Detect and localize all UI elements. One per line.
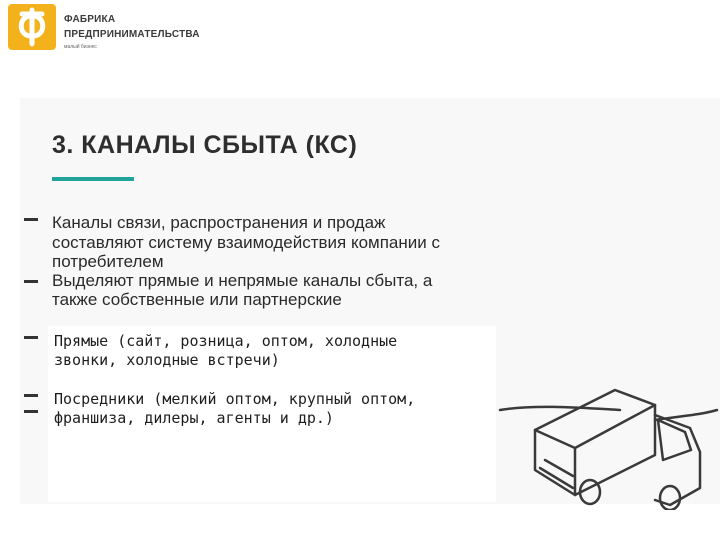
bullet-channels-line1: Каналы связи, распространения и продаж bbox=[52, 213, 386, 232]
title-underline bbox=[52, 177, 134, 181]
bullet-dash bbox=[24, 410, 38, 413]
bullet-intermediaries-line2: франшиза, дилеры, агенты и др.) bbox=[54, 409, 334, 427]
logo-text-line2: ПРЕДПРИНИМАТЕЛЬСТВА bbox=[64, 29, 200, 40]
truck-sketch-icon bbox=[495, 360, 720, 510]
bullet-dash bbox=[24, 280, 38, 283]
bullet-dash bbox=[24, 394, 38, 397]
bullet-dash bbox=[24, 336, 38, 339]
bullet-channels-line2: составляют систему взаимодействия компании с bbox=[52, 233, 440, 252]
bullet-dash bbox=[24, 218, 38, 221]
bullet-intermediaries-line1: Посредники (мелкий оптом, крупный оптом, bbox=[54, 390, 416, 408]
logo-text-line1: ФАБРИКА bbox=[64, 14, 116, 25]
bullet-types-line2: также собственные или партнерские bbox=[52, 290, 342, 309]
bullet-direct-line1: Прямые (сайт, розница, оптом, холодные bbox=[54, 332, 398, 350]
slide-title: 3. КАНАЛЫ СБЫТА (КС) bbox=[52, 131, 358, 159]
brand-logo bbox=[0, 0, 208, 62]
bullet-channels-line3: потребителем bbox=[52, 252, 164, 271]
bullet-direct-line2: звонки, холодные встречи) bbox=[54, 351, 280, 369]
bullet-types-line1: Выделяют прямые и непрямые каналы сбыта, а bbox=[52, 271, 433, 290]
logo-mark-icon bbox=[8, 4, 56, 50]
logo-text-line3: малый бизнес bbox=[64, 44, 97, 50]
